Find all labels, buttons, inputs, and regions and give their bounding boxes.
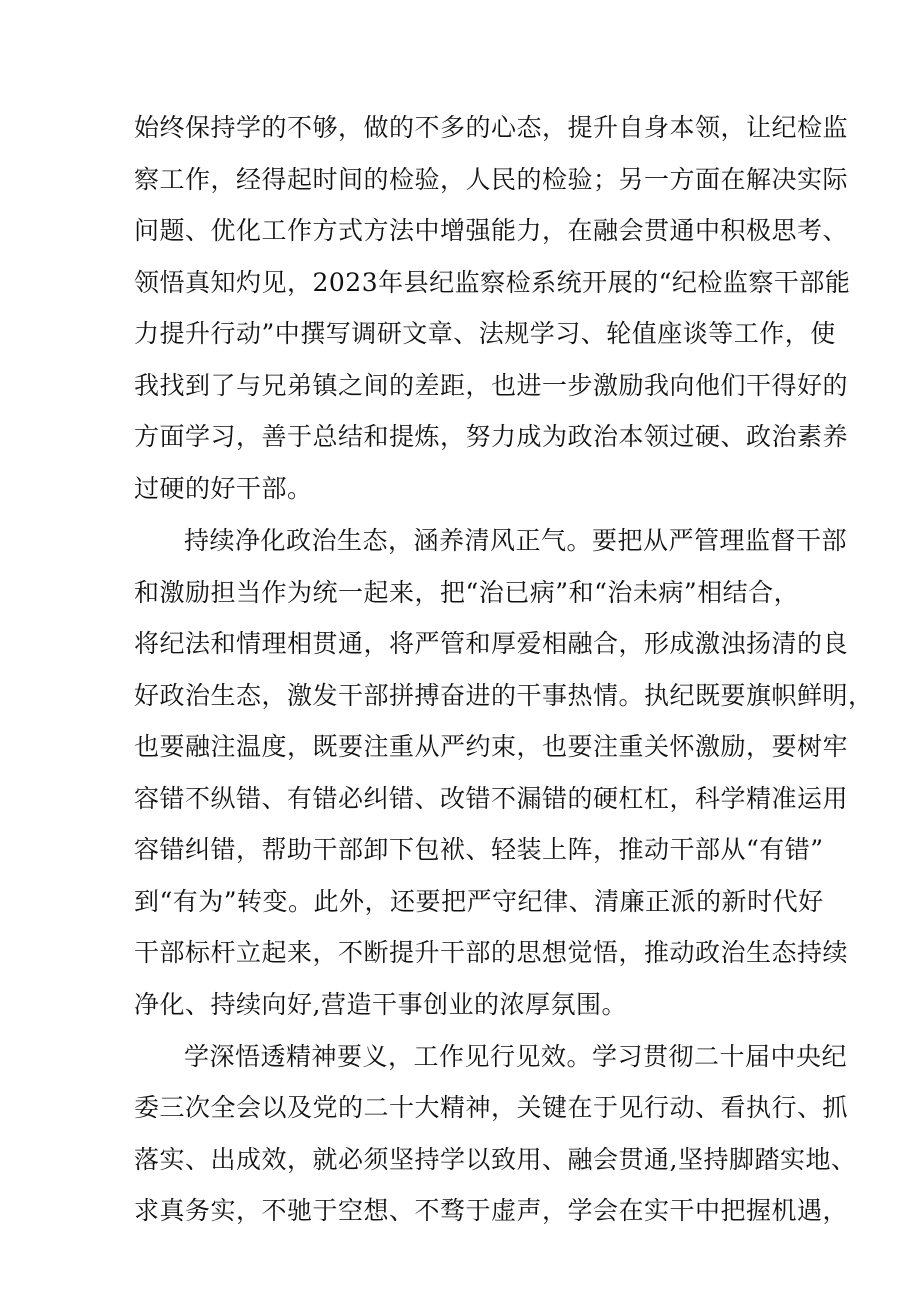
paragraph-2-line-8: 到“有为”转变。此外，还要把严守纪律、清廉正派的新时代好: [134, 887, 824, 916]
paragraph-2-line-10: 净化、持续向好,营造干事创业的浓厚氛围。: [134, 990, 627, 1019]
paragraph-1-line-7: 方面学习，善于总结和提炼，努力成为政治本领过硬、政治素养: [134, 422, 849, 451]
paragraph-2-line-4: 好政治生态，激发干部拼搏奋进的干事热情。执纪既要旗帜鲜明，: [134, 681, 874, 710]
paragraph-1-line-2: 察工作，经得起时间的检验，人民的检验；另一方面在解决实际: [134, 165, 849, 194]
paragraph-1-line-3: 问题、优化工作方式方法中增强能力，在融会贯通中积极思考、: [134, 216, 849, 245]
paragraph-3-line-4: 求真务实，不驰于空想、不骛于虚声，学会在实干中把握机遇，: [134, 1196, 849, 1225]
paragraph-3-line-1: 学深悟透精神要义，工作见行见效。学习贯彻二十届中央纪: [184, 1042, 848, 1071]
paragraph-2-line-7: 容错纠错，帮助干部卸下包袱、轻装上阵，推动干部从“有错”: [134, 835, 824, 864]
paragraph-3-line-2: 委三次全会以及党的二十大精神，关键在于见行动、看执行、抓: [134, 1093, 849, 1122]
paragraph-2-line-2: 和激励担当作为统一起来，把“治已病”和“治未病”相结合，: [134, 578, 800, 607]
paragraph-1-line-6: 我找到了与兄弟镇之间的差距，也进一步激励我向他们干得好的: [134, 371, 849, 400]
paragraph-2-line-6: 容错不纵错、有错必纠错、改错不漏错的硬杠杠，科学精准运用: [134, 784, 849, 813]
paragraph-1-line-4: 领悟真知灼见，2023年县纪监察检系统开展的“纪检监察干部能: [134, 268, 851, 297]
paragraph-2-line-3: 将纪法和情理相贯通，将严管和厚爱相融合，形成激浊扬清的良: [134, 629, 849, 658]
paragraph-1-line-8: 过硬的好干部。: [134, 474, 313, 503]
paragraph-1-line-1: 始终保持学的不够，做的不多的心态，提升自身本领，让纪检监: [134, 113, 849, 142]
paragraph-3-line-3: 落实、出成效，就必须坚持学以致用、融会贯通,坚持脚踏实地、: [134, 1145, 857, 1174]
paragraph-1-line-5: 力提升行动”中撰写调研文章、法规学习、轮值座谈等工作，使: [134, 319, 836, 348]
paragraph-2-line-5: 也要融注温度，既要注重从严约束，也要注重关怀激励，要树牢: [134, 732, 849, 761]
paragraph-2-line-1: 持续净化政治生态，涵养清风正气。要把从严管理监督干部: [184, 526, 848, 555]
paragraph-2-line-9: 干部标杆立起来，不断提升干部的思想觉悟，推动政治生态持续: [134, 938, 849, 967]
